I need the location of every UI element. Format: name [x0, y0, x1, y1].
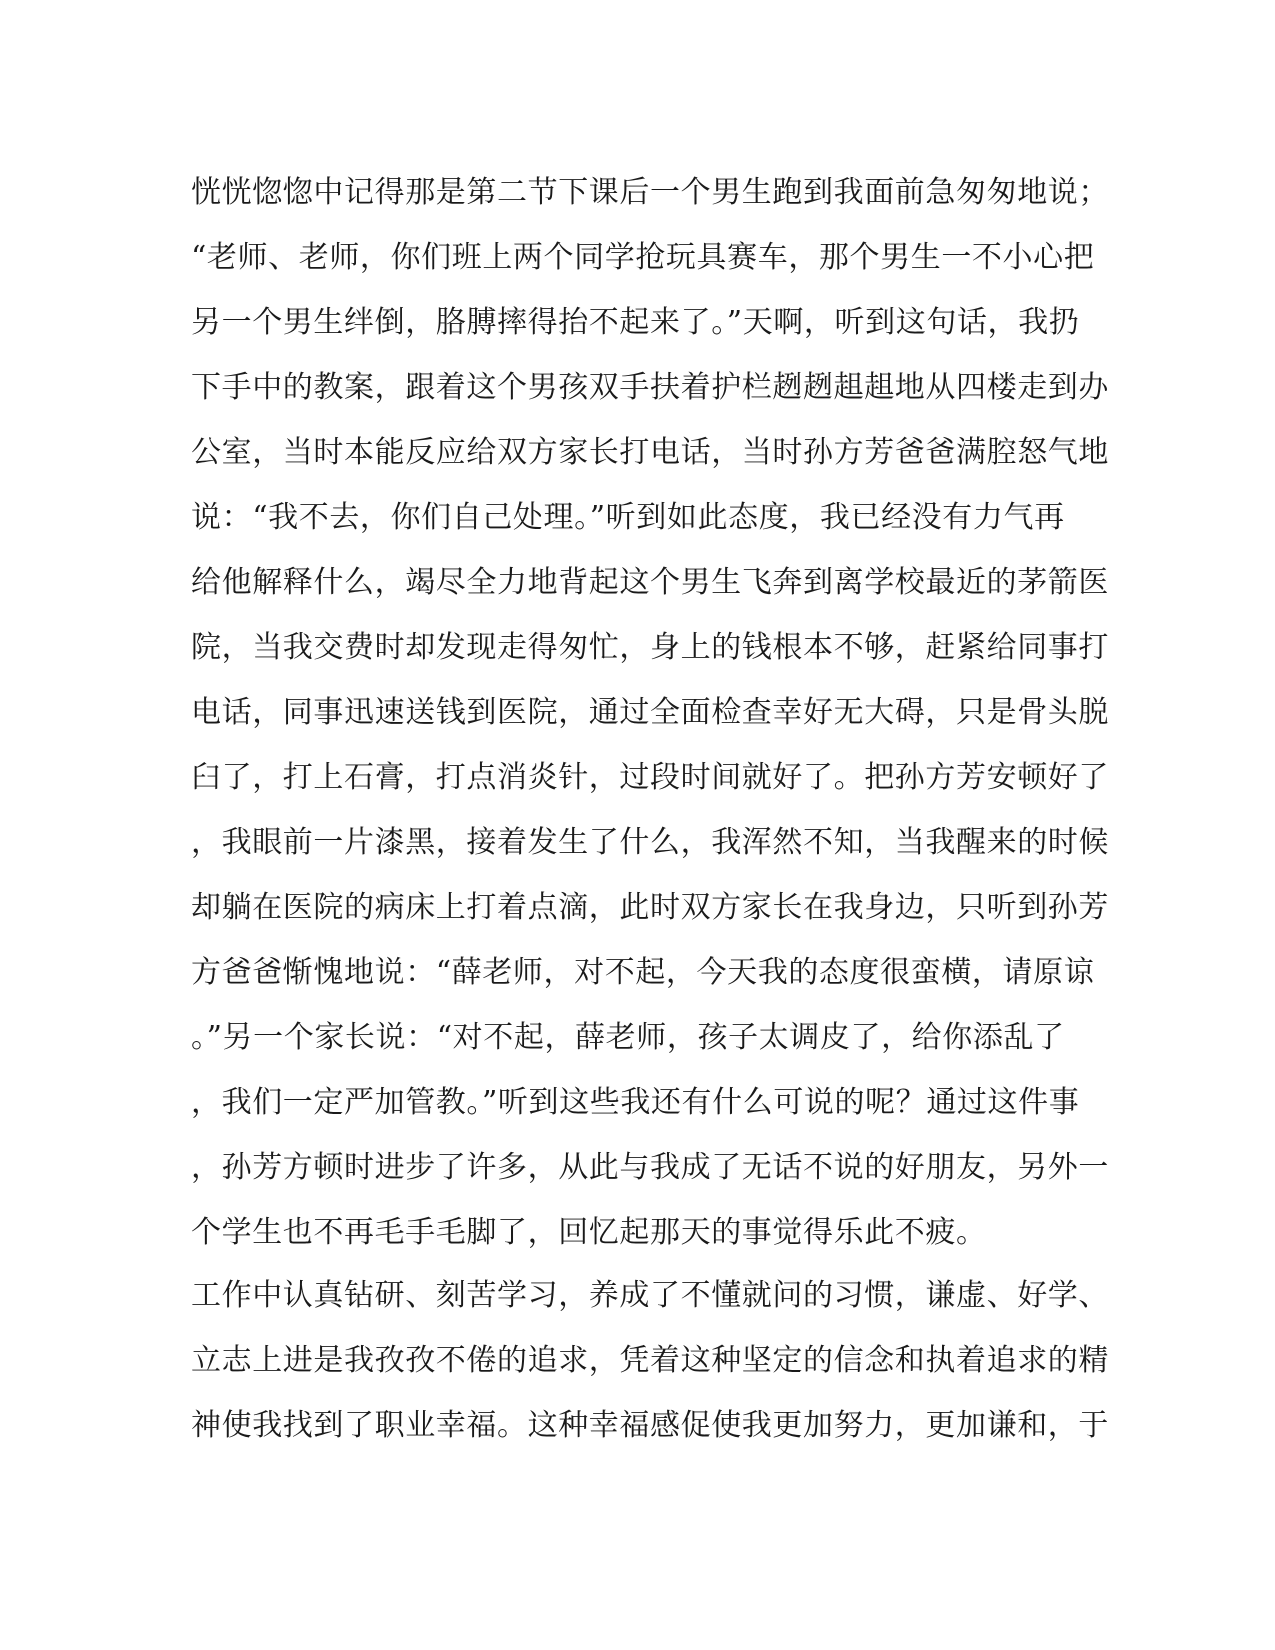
text-line: 给他解释什么，竭尽全力地背起这个男生飞奔到离学校最近的茅箭医 [191, 565, 1109, 600]
text-line: 神使我找到了职业幸福。这种幸福感促使我更加努力，更加谦和，于 [191, 1408, 1109, 1443]
text-line: 却躺在医院的病床上打着点滴，此时双方家长在我身边，只听到孙芳 [191, 890, 1109, 925]
text-line: 院，当我交费时却发现走得匆忙，身上的钱根本不够，赶紧给同事打 [191, 630, 1109, 665]
text-line: 公室，当时本能反应给双方家长打电话，当时孙方芳爸爸满腔怒气地 [191, 435, 1109, 470]
text-line: 下手中的教案，跟着这个男孩双手扶着护栏趔趔趄趄地从四楼走到办 [191, 370, 1109, 405]
text-line: 工作中认真钻研、刻苦学习，养成了不懂就问的习惯，谦虚、好学、 [191, 1278, 1109, 1313]
text-line: 电话，同事迅速送钱到医院，通过全面检查幸好无大碍，只是骨头脱 [191, 695, 1109, 730]
paragraph-work [191, 1263, 1109, 1458]
text-line: 方爸爸惭愧地说：“薛老师，对不起，今天我的态度很蛮横，请原谅 [191, 955, 1095, 990]
text-line: 另一个男生绊倒，胳膊摔得抬不起来了。”天啊，听到这句话，我扔 [191, 305, 1080, 340]
text-line: 立志上进是我孜孜不倦的追求，凭着这种坚定的信念和执着追求的精 [191, 1343, 1109, 1378]
paragraph-story [191, 160, 1109, 1265]
text-line: 个学生也不再毛手毛脚了，回忆起那天的事觉得乐此不疲。 [191, 1215, 987, 1250]
text-line: 。”另一个家长说：“对不起，薛老师，孩子太调皮了，给你添乱了 [191, 1020, 1065, 1055]
text-line: 恍恍惚惚中记得那是第二节下课后一个男生跑到我面前急匆匆地说； [191, 175, 1109, 210]
text-line: “老师、老师，你们班上两个同学抢玩具赛车，那个男生一不小心把 [191, 240, 1095, 275]
text-line: 说：“我不去，你们自己处理。”听到如此态度，我已经没有力气再 [191, 500, 1065, 535]
text-line: ，我眼前一片漆黑，接着发生了什么，我浑然不知，当我醒来的时候 [191, 825, 1109, 860]
text-line: ，孙芳方顿时进步了许多，从此与我成了无话不说的好朋友，另外一 [191, 1150, 1109, 1185]
text-line: 臼了，打上石膏，打点消炎针，过段时间就好了。把孙方芳安顿好了 [191, 760, 1109, 795]
text-line: ，我们一定严加管教。”听到这些我还有什么可说的呢？通过这件事 [191, 1085, 1080, 1120]
